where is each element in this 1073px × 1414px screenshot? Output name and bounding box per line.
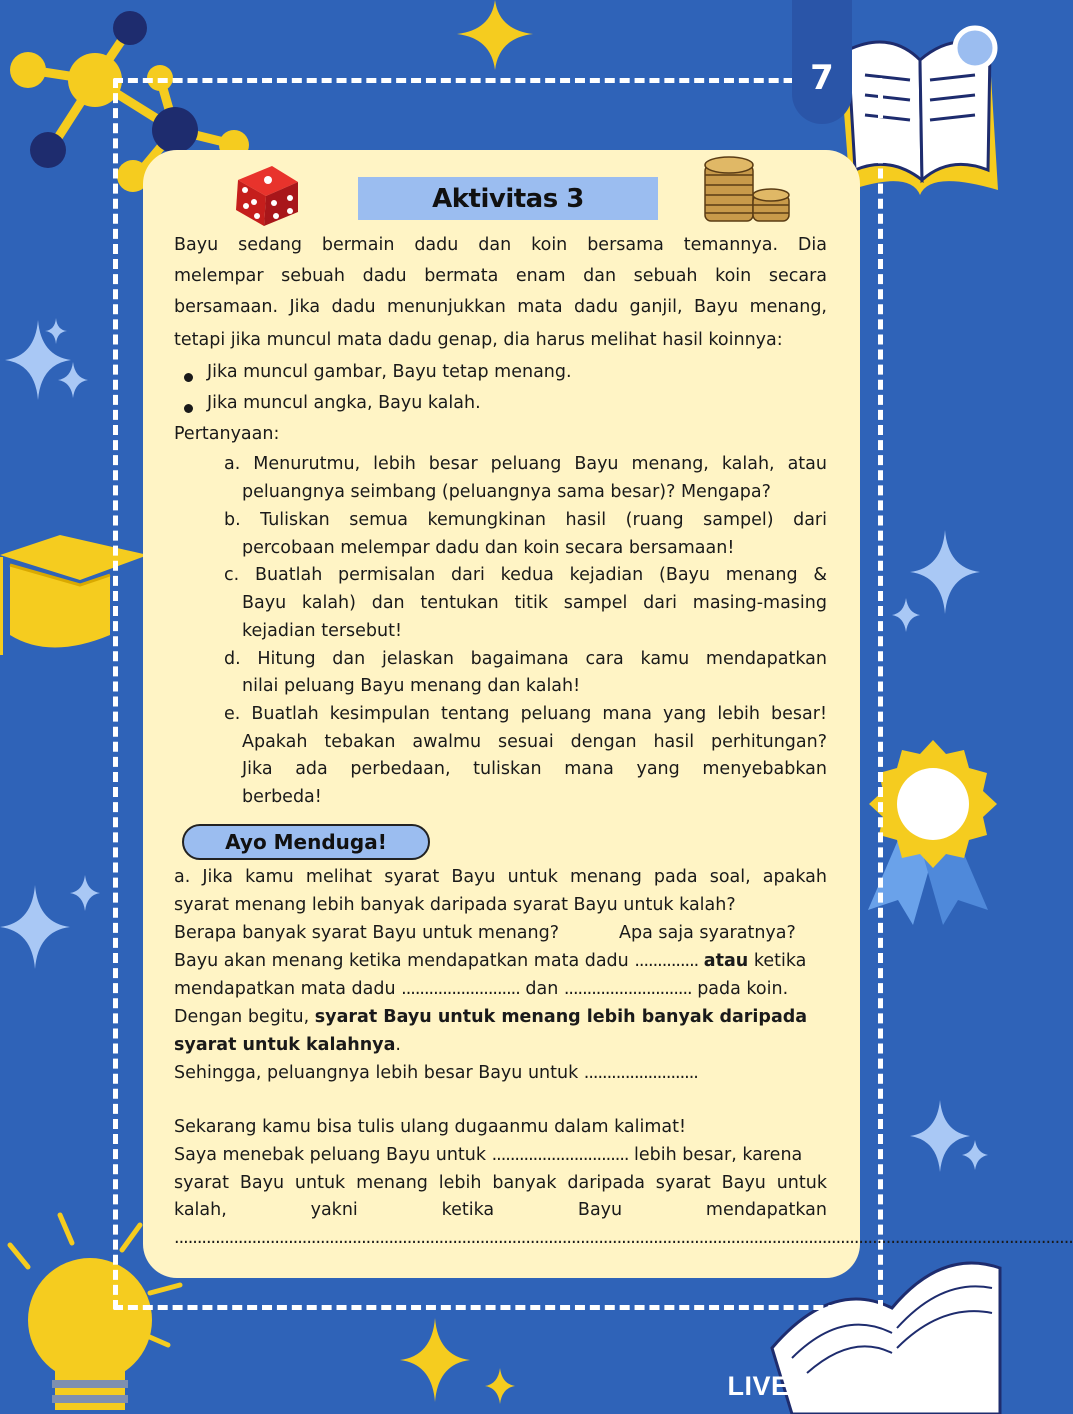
ayo-bold-text: atau <box>703 951 749 971</box>
coins-icon <box>703 155 791 225</box>
ayo-line: syarat Bayu untuk menang lebih banyak daripada syarat Bayu untuk <box>174 1173 827 1193</box>
ayo-line-answer <box>174 951 806 971</box>
page-number: 7 <box>810 58 834 98</box>
question-e-cont: Apakah tebakan awalmu sesuai dengan hasil perhitungan? <box>242 732 827 752</box>
ayo-line: kalah, yakni ketika Bayu mendapatkan <box>174 1200 827 1220</box>
ayo-line <box>174 1035 401 1055</box>
bullet-dot <box>184 404 193 413</box>
sparkle-icon <box>962 1140 988 1170</box>
sparkle-icon <box>58 362 88 398</box>
question-b-cont: percobaan melempar dadu dan koin secara bersamaan! <box>242 538 735 558</box>
ayo-text: dan <box>519 979 564 999</box>
question-e-cont: Jika ada perbedaan, tuliskan mana yang menyebabkan <box>242 759 827 779</box>
ayo-bold-text: syarat Bayu untuk menang lebih banyak daripada <box>314 1007 808 1027</box>
question-e: e. Buatlah kesimpulan tentang peluang mana yang lebih besar! <box>224 704 827 724</box>
ayo-line-answer <box>174 979 788 999</box>
answer-blank[interactable]: .............. <box>634 951 699 971</box>
ayo-text: Saya menebak peluang Bayu untuk <box>174 1145 492 1165</box>
ayo-text: ketika <box>748 951 807 971</box>
sparkle-icon <box>455 0 535 70</box>
question-b: b. Tuliskan semua kemungkinan hasil (ruang sampel) dari <box>224 510 827 530</box>
bullet-item: Jika muncul gambar, Bayu tetap menang. <box>207 362 572 382</box>
sparkle-icon <box>485 1368 515 1404</box>
ayo-line <box>174 1007 807 1027</box>
question-c-cont: Bayu kalah) dan tentukan titik sampel dari masing-masing <box>242 593 827 613</box>
question-a: a. Menurutmu, lebih besar peluang Bayu menang, kalah, atau <box>224 454 827 474</box>
liveworksheets-watermark: LIVEWORKSHEETS <box>727 1371 988 1401</box>
ayo-line: syarat menang lebih banyak daripada syarat Bayu untuk kalah? <box>174 895 736 915</box>
ayo-line-answer <box>174 1145 802 1165</box>
ayo-line: Sekarang kamu bisa tulis ulang dugaanmu dalam kalimat! <box>174 1117 687 1137</box>
question-c: c. Buatlah permisalan dari kedua kejadian (Bayu menang & <box>224 565 827 585</box>
questions-label: Pertanyaan: <box>174 424 280 444</box>
question-d-cont: nilai peluang Bayu menang dan kalah! <box>242 676 581 696</box>
activity-title: Aktivitas 3 <box>358 177 658 220</box>
intro-line: tetapi jika muncul mata dadu genap, dia harus melihat hasil koinnya: <box>174 330 783 350</box>
dice-icon <box>232 158 304 228</box>
ayo-text: Sehingga, peluangnya lebih besar Bayu untuk <box>174 1063 584 1083</box>
sparkle-icon <box>910 530 980 614</box>
sparkle-icon <box>892 598 920 632</box>
sparkle-icon <box>45 318 67 344</box>
sparkle-icon <box>400 1318 470 1402</box>
intro-line: Bayu sedang bermain dadu dan koin bersama temannya. Dia <box>174 235 827 255</box>
answer-blank[interactable]: ......................... <box>583 1063 698 1083</box>
question-e-cont: berbeda! <box>242 787 322 807</box>
ayo-line: Berapa banyak syarat Bayu untuk menang? <box>174 923 560 943</box>
ayo-text: . <box>395 1035 401 1055</box>
bullet-item: Jika muncul angka, Bayu kalah. <box>207 393 481 413</box>
answer-blank[interactable]: .......................... <box>401 979 520 999</box>
ayo-text: mendapatkan mata dadu <box>174 979 402 999</box>
question-c-cont: kejadian tersebut! <box>242 621 402 641</box>
answer-blank[interactable]: ............................ <box>563 979 692 999</box>
ayo-menduga-label: Ayo Menduga! <box>182 824 430 860</box>
ayo-line-answer <box>174 1063 698 1083</box>
sparkle-icon <box>70 875 100 911</box>
intro-line: bersamaan. Jika dadu menunjukkan mata dadu ganjil, Bayu menang, <box>174 297 827 317</box>
answer-blank[interactable]: .............................. <box>491 1145 629 1165</box>
answer-blank[interactable]: ..................................................................................................................................................................................................... <box>174 1228 1073 1248</box>
bullet-dot <box>184 373 193 382</box>
ayo-line: a. Jika kamu melihat syarat Bayu untuk menang pada soal, apakah <box>174 867 827 887</box>
sparkle-icon <box>910 1100 970 1172</box>
ayo-bold-text: syarat untuk kalahnya <box>174 1035 396 1055</box>
ayo-text: Dengan begitu, <box>174 1007 315 1027</box>
sparkle-icon <box>0 885 70 969</box>
intro-line: melempar sebuah dadu bermata enam dan sebuah koin secara <box>174 266 827 286</box>
ayo-text: lebih besar, karena <box>628 1145 803 1165</box>
question-d: d. Hitung dan jelaskan bagaimana cara kamu mendapatkan <box>224 649 827 669</box>
question-a-cont: peluangnya seimbang (peluangnya sama besar)? Mengapa? <box>242 482 771 502</box>
ayo-text: Bayu akan menang ketika mendapatkan mata dadu <box>174 951 635 971</box>
ayo-text: pada koin. <box>691 979 789 999</box>
ayo-line: Apa saja syaratnya? <box>619 923 796 943</box>
